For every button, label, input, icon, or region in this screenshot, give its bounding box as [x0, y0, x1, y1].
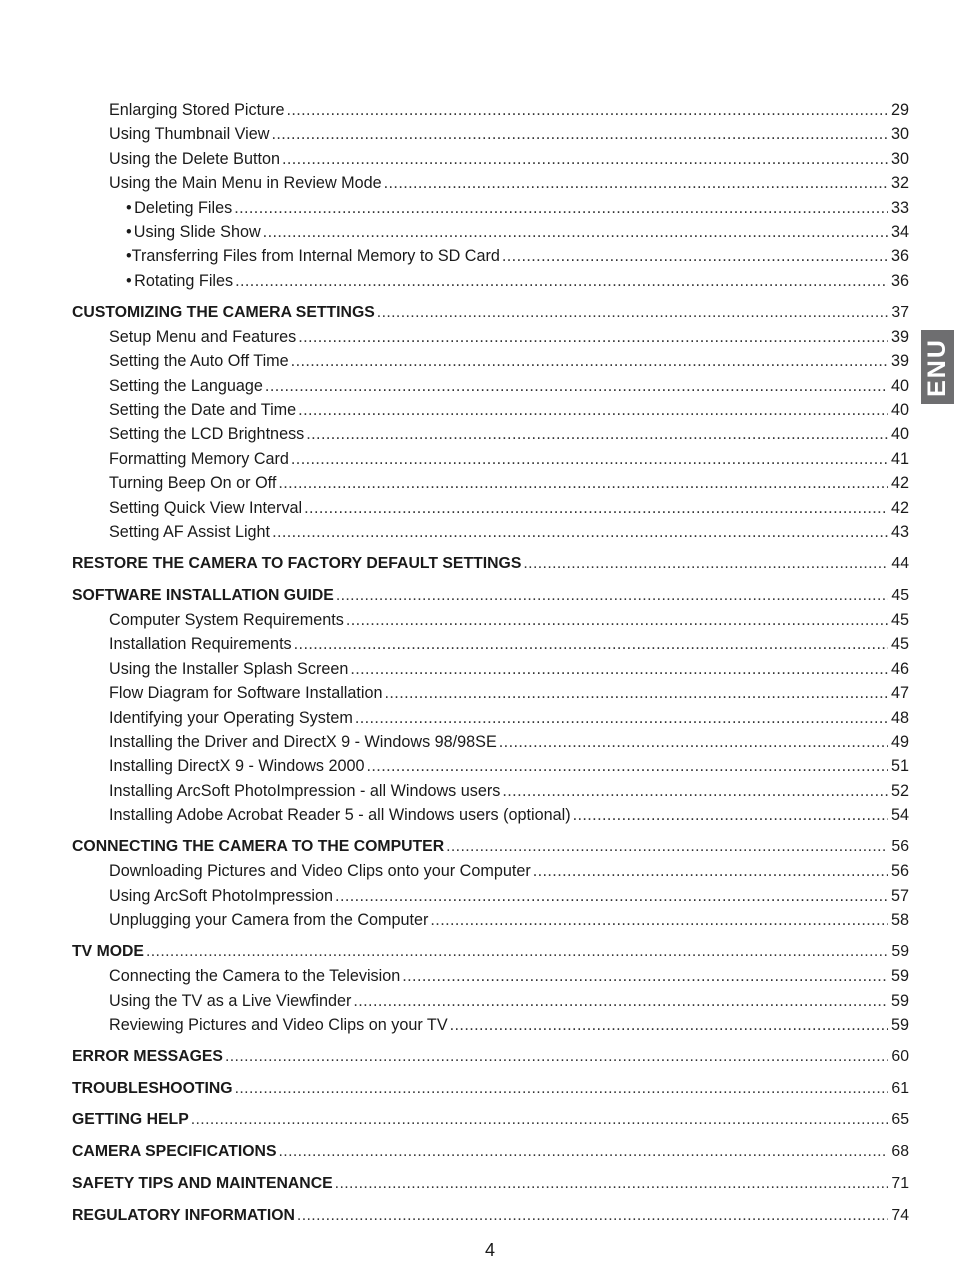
- toc-entry-title: Installing Adobe Acrobat Reader 5 - all Windows users (optional): [109, 806, 571, 825]
- dot-leader: [282, 147, 888, 171]
- toc-entry-title: CAMERA SPECIFICATIONS: [72, 1143, 277, 1161]
- toc-entry-title: Rotating Files: [134, 271, 234, 290]
- toc-entry-title: Formatting Memory Card: [109, 449, 289, 468]
- toc-entry: [72, 964, 909, 988]
- toc-entry-page: 48: [890, 708, 909, 727]
- toc-entry: [72, 730, 909, 754]
- toc-entry-page: 30: [890, 125, 909, 144]
- dot-leader: [225, 1045, 888, 1069]
- toc-entry: [72, 269, 909, 293]
- dot-leader: [297, 1204, 889, 1228]
- toc-entry-title: CONNECTING THE CAMERA TO THE COMPUTER: [72, 837, 445, 855]
- dot-leader: [335, 1172, 889, 1196]
- dot-leader: [298, 398, 888, 422]
- toc-entry-title: GETTING HELP: [72, 1111, 189, 1129]
- dot-leader: [291, 447, 888, 471]
- toc-entry: [72, 171, 909, 195]
- dot-leader: [350, 657, 888, 681]
- toc-entry-title: Flow Diagram for Software Installation: [109, 684, 383, 703]
- toc-entry-title: Setting the LCD Brightness: [109, 425, 305, 444]
- toc-entry-page: 42: [890, 474, 909, 493]
- toc-entry-page: 39: [890, 327, 909, 346]
- toc-section-entry: [72, 1204, 909, 1228]
- dot-leader: [306, 422, 888, 446]
- toc-entry-page: 51: [890, 757, 909, 776]
- toc-entry-title: REGULATORY INFORMATION: [72, 1206, 295, 1224]
- dot-leader: [335, 884, 888, 908]
- toc-entry-page: 45: [890, 635, 909, 654]
- dot-leader: [279, 1140, 889, 1164]
- toc-entry-title: Installation Requirements: [109, 635, 292, 654]
- dot-leader: [384, 171, 888, 195]
- language-tab: [921, 330, 954, 404]
- toc-entry-title: Using the TV as a Live Viewfinder: [109, 991, 352, 1010]
- toc-entry-page: 43: [890, 523, 909, 542]
- toc-entry-title: Unplugging your Camera from the Computer: [109, 911, 429, 930]
- toc-entry-page: 47: [890, 684, 909, 703]
- dot-leader: [346, 608, 888, 632]
- dot-leader: [355, 706, 888, 730]
- dot-leader: [523, 552, 888, 576]
- dot-leader: [385, 681, 888, 705]
- toc-entry-page: 41: [890, 449, 909, 468]
- toc-section-entry: [72, 1140, 909, 1164]
- toc-entry-page: 45: [890, 610, 909, 629]
- dot-leader: [235, 269, 888, 293]
- dot-leader: [263, 220, 888, 244]
- dot-leader: [430, 908, 888, 932]
- toc-entry-page: 40: [890, 401, 909, 420]
- toc-entry-title: Enlarging Stored Picture: [109, 101, 285, 119]
- toc-entry: [72, 520, 909, 544]
- toc-entry-title: Using ArcSoft PhotoImpression: [109, 886, 334, 905]
- dot-leader: [235, 1077, 889, 1101]
- toc-entry: [72, 196, 909, 220]
- toc-entry: [72, 803, 909, 827]
- bullet-icon: •: [126, 247, 132, 266]
- toc-entry: [72, 349, 909, 373]
- toc-entry-title: Using the Delete Button: [109, 149, 280, 168]
- toc-entry: [72, 859, 909, 883]
- dot-leader: [533, 859, 888, 883]
- toc-entry-page: 36: [890, 271, 909, 290]
- toc-entry-page: 29: [890, 101, 909, 119]
- toc-section-entry: [72, 1077, 909, 1101]
- toc-entry-page: 40: [890, 376, 909, 395]
- toc-entry-page: 56: [890, 862, 909, 881]
- toc-entry-page: 60: [891, 1047, 909, 1065]
- toc-entry-title: Installing DirectX 9 - Windows 2000: [109, 757, 365, 776]
- toc-entry-page: 30: [890, 149, 909, 168]
- toc-entry-title: Connecting the Camera to the Television: [109, 967, 401, 986]
- bullet-icon: •: [126, 198, 132, 217]
- toc-entry: [72, 422, 909, 446]
- dot-leader: [502, 779, 888, 803]
- toc-entry: [72, 657, 909, 681]
- toc-entry: [72, 147, 909, 171]
- bullet-icon: •: [126, 271, 132, 290]
- toc-entry-page: 59: [890, 1016, 909, 1035]
- toc-entry-page: 44: [891, 554, 909, 572]
- dot-leader: [291, 349, 888, 373]
- toc-entry-page: 58: [890, 911, 909, 930]
- toc-section-entry: [72, 835, 909, 859]
- dot-leader: [298, 325, 888, 349]
- toc-entry: [72, 220, 909, 244]
- toc-entry-page: 39: [890, 352, 909, 371]
- toc-entry-title: Using Thumbnail View: [109, 125, 270, 144]
- toc-entry: [72, 244, 909, 268]
- toc-entry-page: 61: [891, 1079, 909, 1097]
- toc-entry: [72, 1013, 909, 1037]
- toc-entry-title: TV MODE: [72, 942, 144, 960]
- dot-leader: [271, 122, 888, 146]
- toc-entry-page: 46: [890, 659, 909, 678]
- toc-entry: [72, 632, 909, 656]
- toc-entry: [72, 706, 909, 730]
- dot-leader: [502, 244, 888, 268]
- toc-entry-title: Using the Installer Splash Screen: [109, 659, 349, 678]
- toc-entry-page: 45: [891, 586, 909, 604]
- toc-entry-page: 36: [890, 247, 909, 266]
- toc-entry-title: Setting the Date and Time: [109, 401, 297, 420]
- toc-entry: [72, 989, 909, 1013]
- toc-entry: [72, 908, 909, 932]
- toc-entry-page: 57: [890, 886, 909, 905]
- toc-entry-page: 59: [891, 942, 909, 960]
- toc-entry-title: Identifying your Operating System: [109, 708, 353, 727]
- bullet-icon: •: [126, 222, 132, 241]
- toc-entry-page: 37: [891, 303, 909, 321]
- dot-leader: [367, 754, 888, 778]
- toc-entry-title: Deleting Files: [134, 198, 233, 217]
- toc-entry: [72, 681, 909, 705]
- table-of-contents: [72, 98, 909, 1228]
- toc-section-entry: [72, 301, 909, 325]
- toc-entry-title: Setting the Language: [109, 376, 263, 395]
- toc-section-entry: [72, 584, 909, 608]
- toc-entry-title: Transferring Files from Internal Memory to SD Card: [131, 247, 500, 266]
- dot-leader: [573, 803, 888, 827]
- dot-leader: [191, 1108, 889, 1132]
- toc-entry-title: Computer System Requirements: [109, 610, 344, 629]
- toc-entry-title: Turning Beep On or Off: [109, 474, 277, 493]
- toc-entry-title: Installing the Driver and DirectX 9 - Windows 98/98SE: [109, 732, 497, 751]
- toc-entry: [72, 779, 909, 803]
- toc-entry-title: Installing ArcSoft PhotoImpression - all Windows users: [109, 781, 501, 800]
- toc-entry-page: 52: [890, 781, 909, 800]
- dot-leader: [336, 584, 889, 608]
- toc-entry-title: Setting the Auto Off Time: [109, 352, 289, 371]
- toc-entry: [72, 608, 909, 632]
- toc-entry-page: 68: [891, 1143, 909, 1161]
- toc-entry-title: Setting Quick View Interval: [109, 498, 303, 517]
- dot-leader: [304, 496, 888, 520]
- toc-entry-page: 54: [890, 806, 909, 825]
- dot-leader: [499, 730, 888, 754]
- toc-entry-title: Setting AF Assist Light: [109, 523, 271, 542]
- language-tab-label: ENU: [923, 337, 952, 397]
- toc-entry: [72, 496, 909, 520]
- toc-entry-title: Using the Main Menu in Review Mode: [109, 174, 382, 193]
- dot-leader: [272, 520, 888, 544]
- toc-entry-page: 59: [890, 967, 909, 986]
- dot-leader: [294, 632, 888, 656]
- dot-leader: [234, 196, 888, 220]
- toc-entry-title: Using Slide Show: [133, 222, 261, 241]
- dot-leader: [377, 301, 889, 325]
- dot-leader: [353, 989, 888, 1013]
- toc-entry-title: RESTORE THE CAMERA TO FACTORY DEFAULT SETTINGS: [72, 554, 522, 572]
- toc-entry-title: SOFTWARE INSTALLATION GUIDE: [72, 586, 334, 604]
- dot-leader: [402, 964, 888, 988]
- toc-entry: [72, 447, 909, 471]
- toc-entry: [72, 754, 909, 778]
- toc-entry-page: 34: [890, 222, 909, 241]
- dot-leader: [278, 471, 888, 495]
- toc-entry-page: 32: [890, 174, 909, 193]
- dot-leader: [265, 374, 888, 398]
- toc-entry-title: SAFETY TIPS AND MAINTENANCE: [72, 1174, 333, 1192]
- toc-entry: [72, 471, 909, 495]
- toc-section-entry: [72, 1045, 909, 1069]
- toc-entry-page: 59: [890, 991, 909, 1010]
- toc-entry-title: ERROR MESSAGES: [72, 1047, 223, 1065]
- dot-leader: [450, 1013, 888, 1037]
- toc-entry: [72, 398, 909, 422]
- toc-entry-title: Setup Menu and Features: [109, 327, 297, 346]
- toc-entry-title: TROUBLESHOOTING: [72, 1079, 233, 1097]
- toc-entry-title: Downloading Pictures and Video Clips onto your Computer: [109, 862, 531, 881]
- toc-entry: [72, 884, 909, 908]
- toc-section-entry: [72, 1108, 909, 1132]
- toc-entry-page: 56: [891, 837, 909, 855]
- toc-entry-page: 42: [890, 498, 909, 517]
- page-number: 4: [484, 1240, 495, 1260]
- toc-entry: [72, 98, 909, 122]
- dot-leader: [286, 98, 888, 122]
- toc-section-entry: [72, 552, 909, 576]
- toc-entry-page: 65: [891, 1111, 909, 1129]
- toc-entry-page: 40: [890, 425, 909, 444]
- toc-entry: [72, 374, 909, 398]
- toc-section-entry: [72, 940, 909, 964]
- toc-section-entry: [72, 1172, 909, 1196]
- toc-entry-page: 71: [891, 1174, 909, 1192]
- toc-entry-page: 33: [890, 198, 909, 217]
- dot-leader: [146, 940, 888, 964]
- toc-entry: [72, 122, 909, 146]
- dot-leader: [446, 835, 888, 859]
- toc-entry-page: 74: [891, 1206, 909, 1224]
- toc-entry-page: 49: [890, 732, 909, 751]
- toc-entry: [72, 325, 909, 349]
- toc-entry-title: CUSTOMIZING THE CAMERA SETTINGS: [72, 303, 375, 321]
- toc-entry-title: Reviewing Pictures and Video Clips on your TV: [109, 1016, 448, 1035]
